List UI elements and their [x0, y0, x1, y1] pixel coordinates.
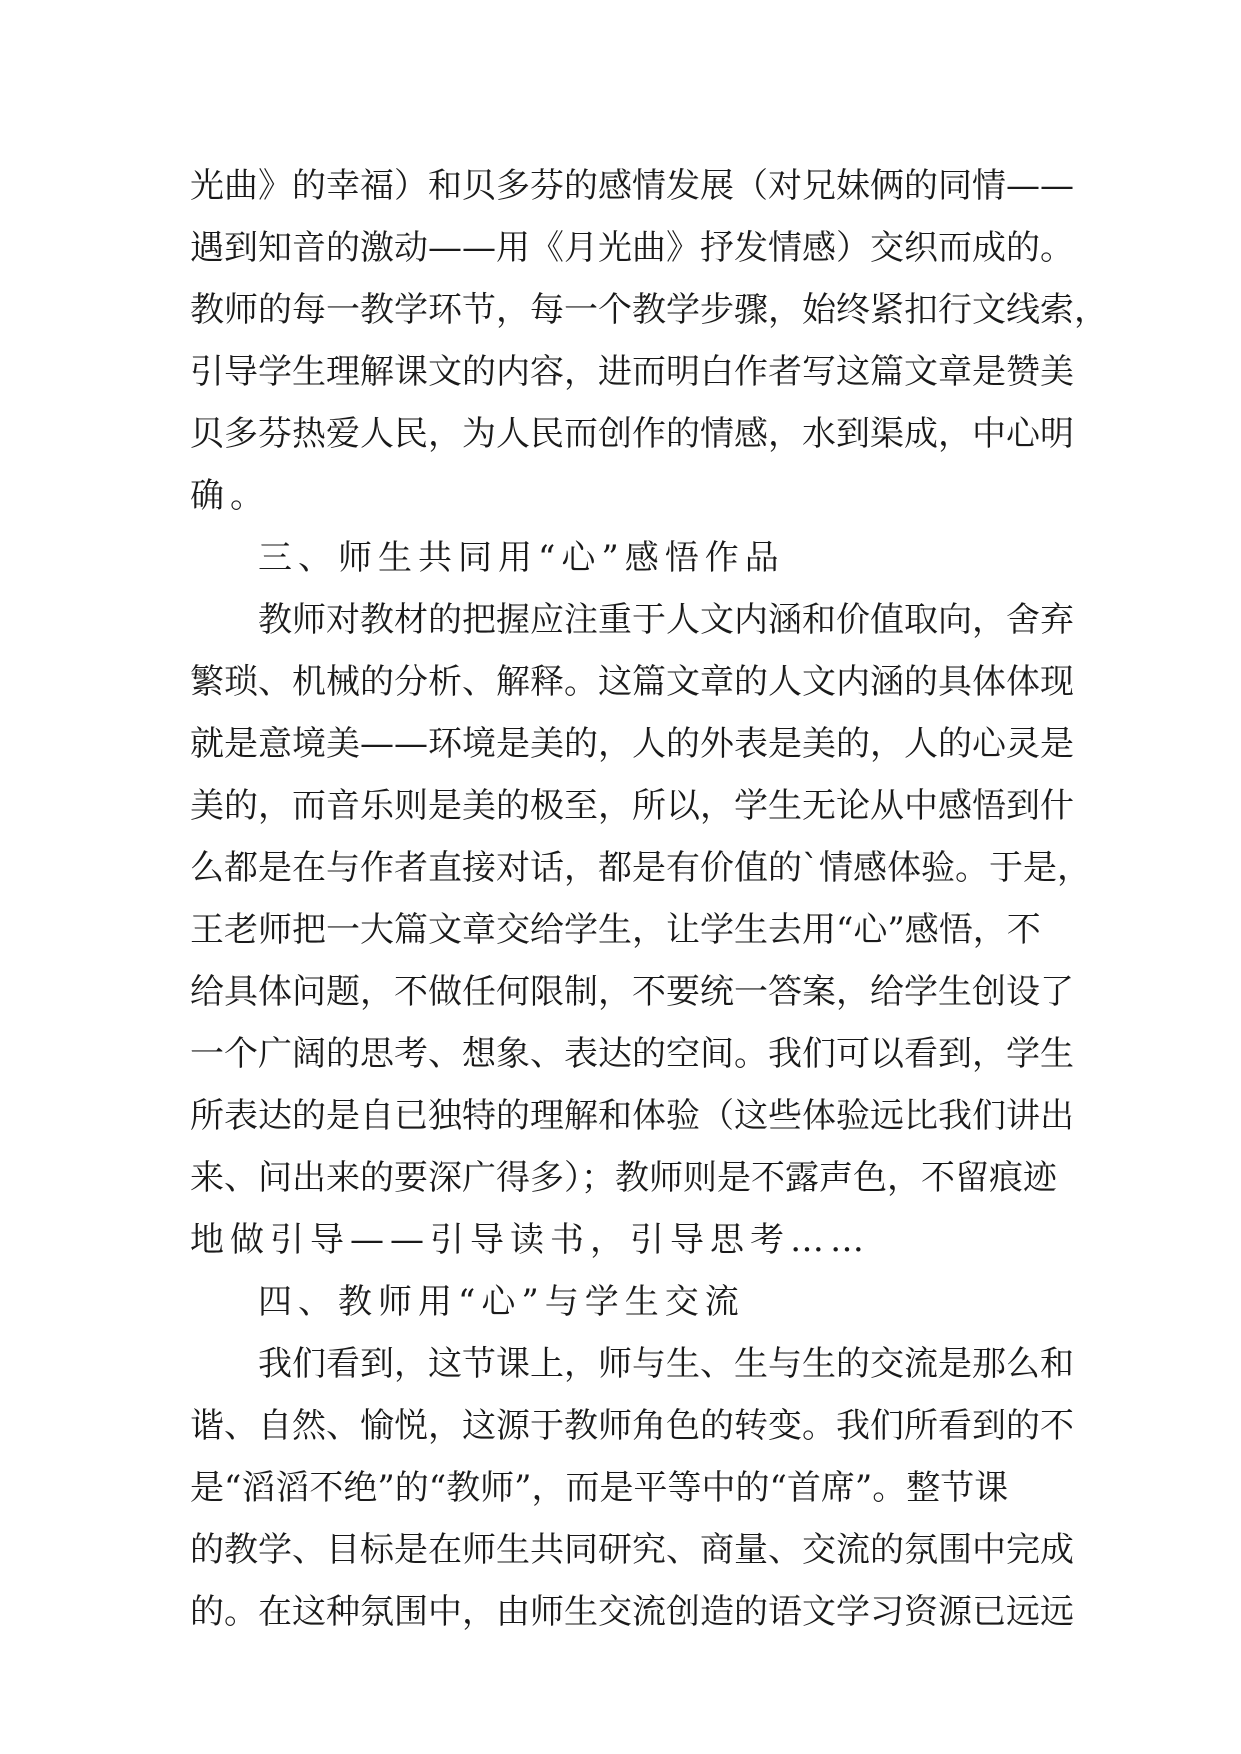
text-line: 王老师把一大篇文章交给学生，让学生去用“心”感悟，不 — [190, 910, 1041, 950]
text-line: 遇到知音的激动——用《月光曲》抒发情感）交织而成的。 — [190, 228, 1074, 268]
text-line: 的教学、目标是在师生共同研究、商量、交流的氛围中完成 — [190, 1530, 1074, 1570]
text-line: 确。 — [190, 476, 270, 516]
text-line: 是“滔滔不绝”的“教师”，而是平等中的“首席”。整节课 — [190, 1468, 1009, 1508]
text-line: 给具体问题，不做任何限制，不要统一答案，给学生创设了 — [190, 972, 1074, 1012]
text-line: 贝多芬热爱人民，为人民而创作的情感，水到渠成，中心明 — [190, 414, 1074, 454]
paragraph-first-line: 四、教师用“心”与学生交流 — [258, 1282, 745, 1322]
text-line: 一个广阔的思考、想象、表达的空间。我们可以看到，学生 — [190, 1034, 1074, 1074]
text-line: 的。在这种氛围中，由师生交流创造的语文学习资源已远远 — [190, 1592, 1074, 1632]
text-line: 引导学生理解课文的内容，进而明白作者写这篇文章是赞美 — [190, 352, 1074, 392]
text-line: 来、问出来的要深广得多）；教师则是不露声色，不留痕迹 — [190, 1158, 1057, 1198]
body-text — [190, 155, 1108, 1643]
text-line: 教师的每一教学环节，每一个教学步骤，始终紧扣行文线索， — [190, 290, 1108, 330]
text-line: 繁琐、机械的分析、解释。这篇文章的人文内涵的具体体现 — [190, 662, 1074, 702]
paragraph-first-line: 教师对教材的把握应注重于人文内涵和价值取向，舍弃 — [258, 600, 1074, 640]
text-line: 就是意境美——环境是美的，人的外表是美的，人的心灵是 — [190, 724, 1074, 764]
text-line: 所表达的是自已独特的理解和体验（这些体验远比我们讲出 — [190, 1096, 1074, 1136]
text-line: 光曲》的幸福）和贝多芬的感情发展（对兄妹俩的同情—— — [190, 166, 1074, 206]
text-line: 么都是在与作者直接对话，都是有价值的`情感体验。于是， — [190, 848, 1091, 888]
text-line: 地做引导——引导读书，引导思考…… — [190, 1220, 870, 1260]
paragraph-first-line: 我们看到，这节课上，师与生、生与生的交流是那么和 — [258, 1344, 1074, 1384]
text-line: 谐、自然、愉悦，这源于教师角色的转变。我们所看到的不 — [190, 1406, 1074, 1446]
paragraph-first-line: 三、师生共同用“心”感悟作品 — [258, 538, 785, 578]
text-line: 美的，而音乐则是美的极至，所以，学生无论从中感悟到什 — [190, 786, 1074, 826]
